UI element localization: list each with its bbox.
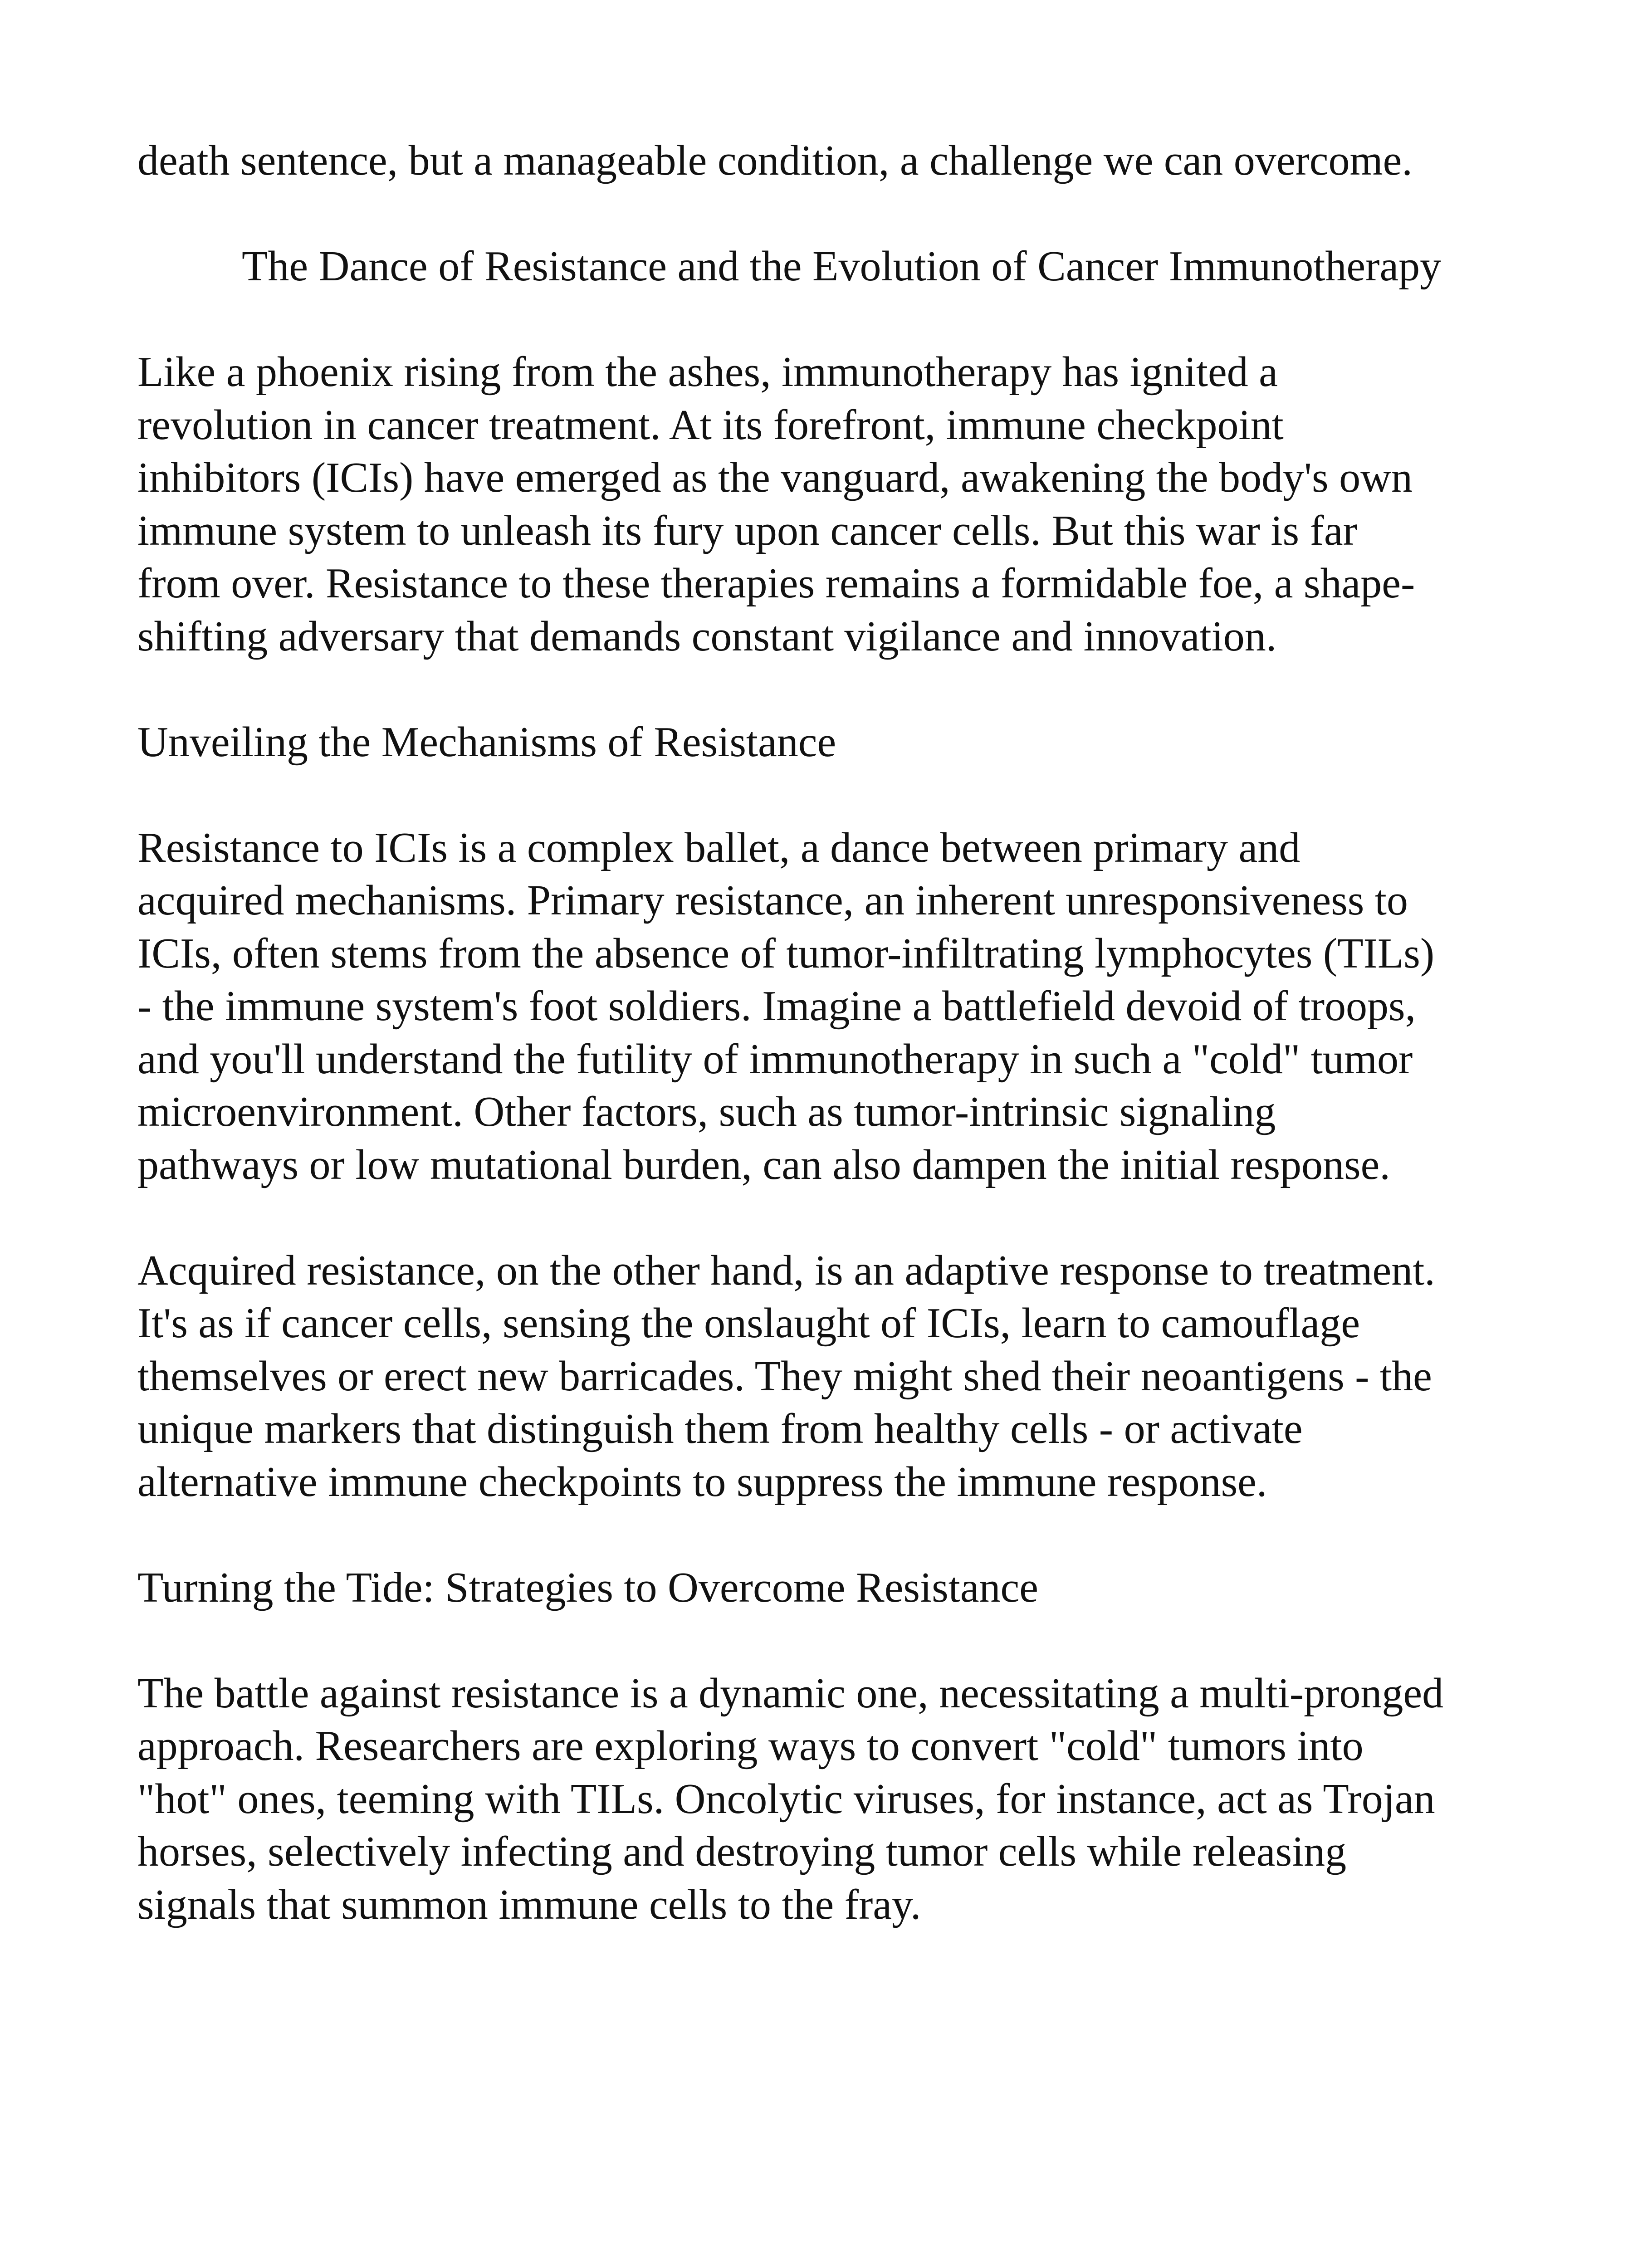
paragraph-phoenix: Like a phoenix rising from the ashes, immunotherapy has ignited a revolution in cancer treatment. At its forefront, immune checkpoint inhibitors (ICIs) have emerged as the vanguard, awakening the body's own immune system to unleash its fury upon cancer cells. But this war is far from over. Resistance to these therapies remains a formidable foe, a shape-shifting adversary that demands constant vigilance and innovation. — [137, 348, 1415, 660]
paragraph-continuation: death sentence, but a manageable condition, a challenge we can overcome. — [137, 137, 1413, 184]
section-heading-mechanisms: Unveiling the Mechanisms of Resistance — [137, 718, 836, 766]
section-heading-turning-the-tide: Turning the Tide: Strategies to Overcome Resistance — [137, 1564, 1038, 1611]
paragraph-acquired-resistance: Acquired resistance, on the other hand, is an adaptive response to treatment. It's as if cancer cells, sensing the onslaught of ICIs, learn to camouflage themselves or erect new barricades. They might shed their neoantigens - the unique markers that distinguish them from healthy cells - or activate alternative immune checkpoints to suppress the immune response. — [137, 1246, 1435, 1505]
paragraph-strategies: The battle against resistance is a dynamic one, necessitating a multi-pronged approach. Researchers are exploring ways to convert "cold" tumors into "hot" ones, teeming with TILs. Oncolytic viruses, for instance, act as Trojan horses, selectively infecting and destroying tumor cells while releasing signals that summon immune cells to the fray. — [137, 1669, 1444, 1928]
paragraph-primary-resistance: Resistance to ICIs is a complex ballet, a dance between primary and acquired mechanisms. Primary resistance, an inherent unresponsiveness to ICIs, often stems from the absence of tumor-infiltrating lymphocytes (TILs) - the immune system's foot soldiers. Imagine a battlefield devoid of troops, and you'll understand the futility of immunotherapy in such a "cold" tumor microenvironment. Other factors, such as tumor-intrinsic signaling pathways or low mutational burden, can also dampen the initial response. — [137, 824, 1435, 1188]
section-heading-dance-of-resistance: The Dance of Resistance and the Evolution of Cancer Immunotherapy — [242, 243, 1442, 290]
page-body — [137, 134, 1444, 1984]
